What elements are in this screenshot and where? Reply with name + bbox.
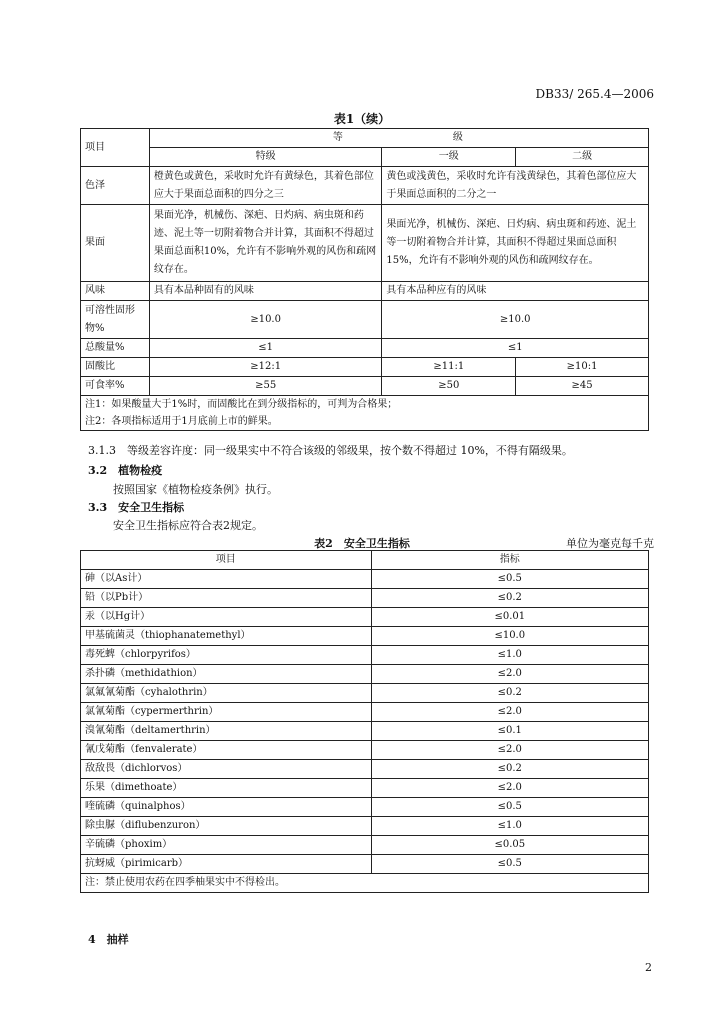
table1-note-1: 注1：如果酸量大于1%时，而固酸比在到分级指标的，可判为合格果； <box>85 399 398 410</box>
table1-row-label: 色泽 <box>81 167 150 205</box>
table2-item: 铅（以Pb计） <box>81 589 372 608</box>
table2-item: 砷（以As计） <box>81 570 372 589</box>
table2-value: ≤0.5 <box>371 798 648 817</box>
table1-header-item: 项目 <box>81 129 150 167</box>
table1-cell-rest: 果面光净，机械伤、深疤、日灼病、病虫斑和药迹、泥土等一切附着物合并计算，其面积不得超过果面总面积15%，允许有不影响外观的风伤和疏网纹存在。 <box>382 205 649 282</box>
table-row <box>81 836 649 855</box>
table1-cell-special: 果面光净，机械伤、深疤、日灼病、病虫斑和药迹、泥土等一切附着物合并计算，其面积不得超过果面总面积10%，允许有不影响外观的风伤和疏网纹存在。 <box>149 205 382 282</box>
table1-cell-rest: ≥10.0 <box>382 301 649 339</box>
table1-cell-special: ≤1 <box>149 339 382 358</box>
table1-row-label: 果面 <box>81 205 150 282</box>
table-row <box>81 741 649 760</box>
table2-value: ≤0.1 <box>371 722 648 741</box>
table2-value: ≤0.2 <box>371 684 648 703</box>
section-4-title: 4 抽样 <box>88 933 129 946</box>
section-3-3-title: 3.3 安全卫生指标 <box>88 501 185 514</box>
table1-header-grade: 等 级 <box>149 129 648 148</box>
table2-value: ≤0.05 <box>371 836 648 855</box>
table2-value: ≤2.0 <box>371 703 648 722</box>
table2-header-item: 项目 <box>81 551 372 570</box>
grade-table <box>80 128 649 431</box>
table-row <box>81 646 649 665</box>
table1-cell-special: 具有本品种固有的风味 <box>149 282 382 301</box>
table1-cell-first: ≥50 <box>382 377 516 396</box>
table1-row-label: 总酸量% <box>81 339 150 358</box>
table2-item: 氯氰菊酯（cypermerthrin） <box>81 703 372 722</box>
standard-code: DB33/ 265.4—2006 <box>535 87 654 101</box>
table-row <box>81 722 649 741</box>
table2-caption: 表2 安全卫生指标 <box>314 537 410 550</box>
table2-unit: 单位为毫克每千克 <box>566 537 654 550</box>
table-row <box>81 665 649 684</box>
safety-table <box>80 550 649 893</box>
table-row <box>81 779 649 798</box>
table-row <box>81 703 649 722</box>
table2-value: ≤1.0 <box>371 817 648 836</box>
page-number: 2 <box>645 961 652 974</box>
table2-value: ≤1.0 <box>371 646 648 665</box>
table1-row-label: 风味 <box>81 282 150 301</box>
table-row <box>81 798 649 817</box>
table1-notes <box>81 396 649 431</box>
table1-cell-second: ≥10:1 <box>516 358 649 377</box>
section-3-3-text: 安全卫生指标应符合表2规定。 <box>113 519 263 532</box>
table2-value: ≤10.0 <box>371 627 648 646</box>
table-row <box>81 817 649 836</box>
clause-3-1-3: 3.1.3 等级差容许度：同一级果实中不符合该级的邻级果，按个数不得超过 10%，不得有隔级果。 <box>88 444 573 457</box>
table2-item: 氯氟氰菊酯（cyhalothrin） <box>81 684 372 703</box>
table1-row-label: 固酸比 <box>81 358 150 377</box>
table-row <box>81 627 649 646</box>
table1-cell-first: ≥11:1 <box>382 358 516 377</box>
table1-header-second: 二级 <box>516 148 649 167</box>
table2-item: 毒死蜱（chlorpyrifos） <box>81 646 372 665</box>
table2-value: ≤2.0 <box>371 665 648 684</box>
table1-cell-rest: 黄色或浅黄色，采收时允许有浅黄绿色，其着色部位应大于果面总面积的二分之一 <box>382 167 649 205</box>
table2-value: ≤0.5 <box>371 855 648 874</box>
table1-cell-special: ≥10.0 <box>149 301 382 339</box>
table2-value: ≤0.01 <box>371 608 648 627</box>
table1-caption: 表1（续） <box>333 112 391 126</box>
table1-row-label: 可溶性固形物% <box>81 301 150 339</box>
table2-value: ≤0.2 <box>371 760 648 779</box>
table1-cell-special: 橙黄色或黄色，采收时允许有黄绿色，其着色部位应大于果面总面积的四分之三 <box>149 167 382 205</box>
table2-item: 喹硫磷（quinalphos） <box>81 798 372 817</box>
table1-cell-second: ≥45 <box>516 377 649 396</box>
table2-item: 甲基硫菌灵（thiophanatemethyl） <box>81 627 372 646</box>
table2-item: 抗蚜威（pirimicarb） <box>81 855 372 874</box>
table1-cell-rest: 具有本品种应有的风味 <box>382 282 649 301</box>
table2-header-value: 指标 <box>371 551 648 570</box>
table2-item: 杀扑磷（methidathion） <box>81 665 372 684</box>
table2-item: 除虫脲（diflubenzuron） <box>81 817 372 836</box>
table1-cell-rest: ≤1 <box>382 339 649 358</box>
table1-row-label: 可食率% <box>81 377 150 396</box>
table2-note: 注：禁止使用农药在四季柚果实中不得检出。 <box>81 874 649 893</box>
section-3-2-title: 3.2 植物检疫 <box>88 464 163 477</box>
table1-header-special: 特级 <box>149 148 382 167</box>
table-row <box>81 855 649 874</box>
table2-value: ≤0.2 <box>371 589 648 608</box>
table1-header-first: 一级 <box>382 148 516 167</box>
table-row <box>81 684 649 703</box>
table1-cell-special: ≥55 <box>149 377 382 396</box>
table2-item: 汞（以Hg计） <box>81 608 372 627</box>
table-row <box>81 760 649 779</box>
table2-value: ≤2.0 <box>371 779 648 798</box>
table2-item: 乐果（dimethoate） <box>81 779 372 798</box>
table2-value: ≤0.5 <box>371 570 648 589</box>
table2-value: ≤2.0 <box>371 741 648 760</box>
table-row <box>81 589 649 608</box>
section-3-2-text: 按照国家《植物检疫条例》执行。 <box>113 483 278 496</box>
table2-item: 氰戊菊酯（fenvalerate） <box>81 741 372 760</box>
table2-item: 敌敌畏（dichlorvos） <box>81 760 372 779</box>
table2-item: 辛硫磷（phoxim） <box>81 836 372 855</box>
table2-item: 溴氰菊酯（deltamerthrin） <box>81 722 372 741</box>
table-row <box>81 570 649 589</box>
table-row <box>81 608 649 627</box>
table1-cell-special: ≥12:1 <box>149 358 382 377</box>
table1-note-2: 注2：各项指标适用于1月底前上市的鲜果。 <box>85 416 278 427</box>
